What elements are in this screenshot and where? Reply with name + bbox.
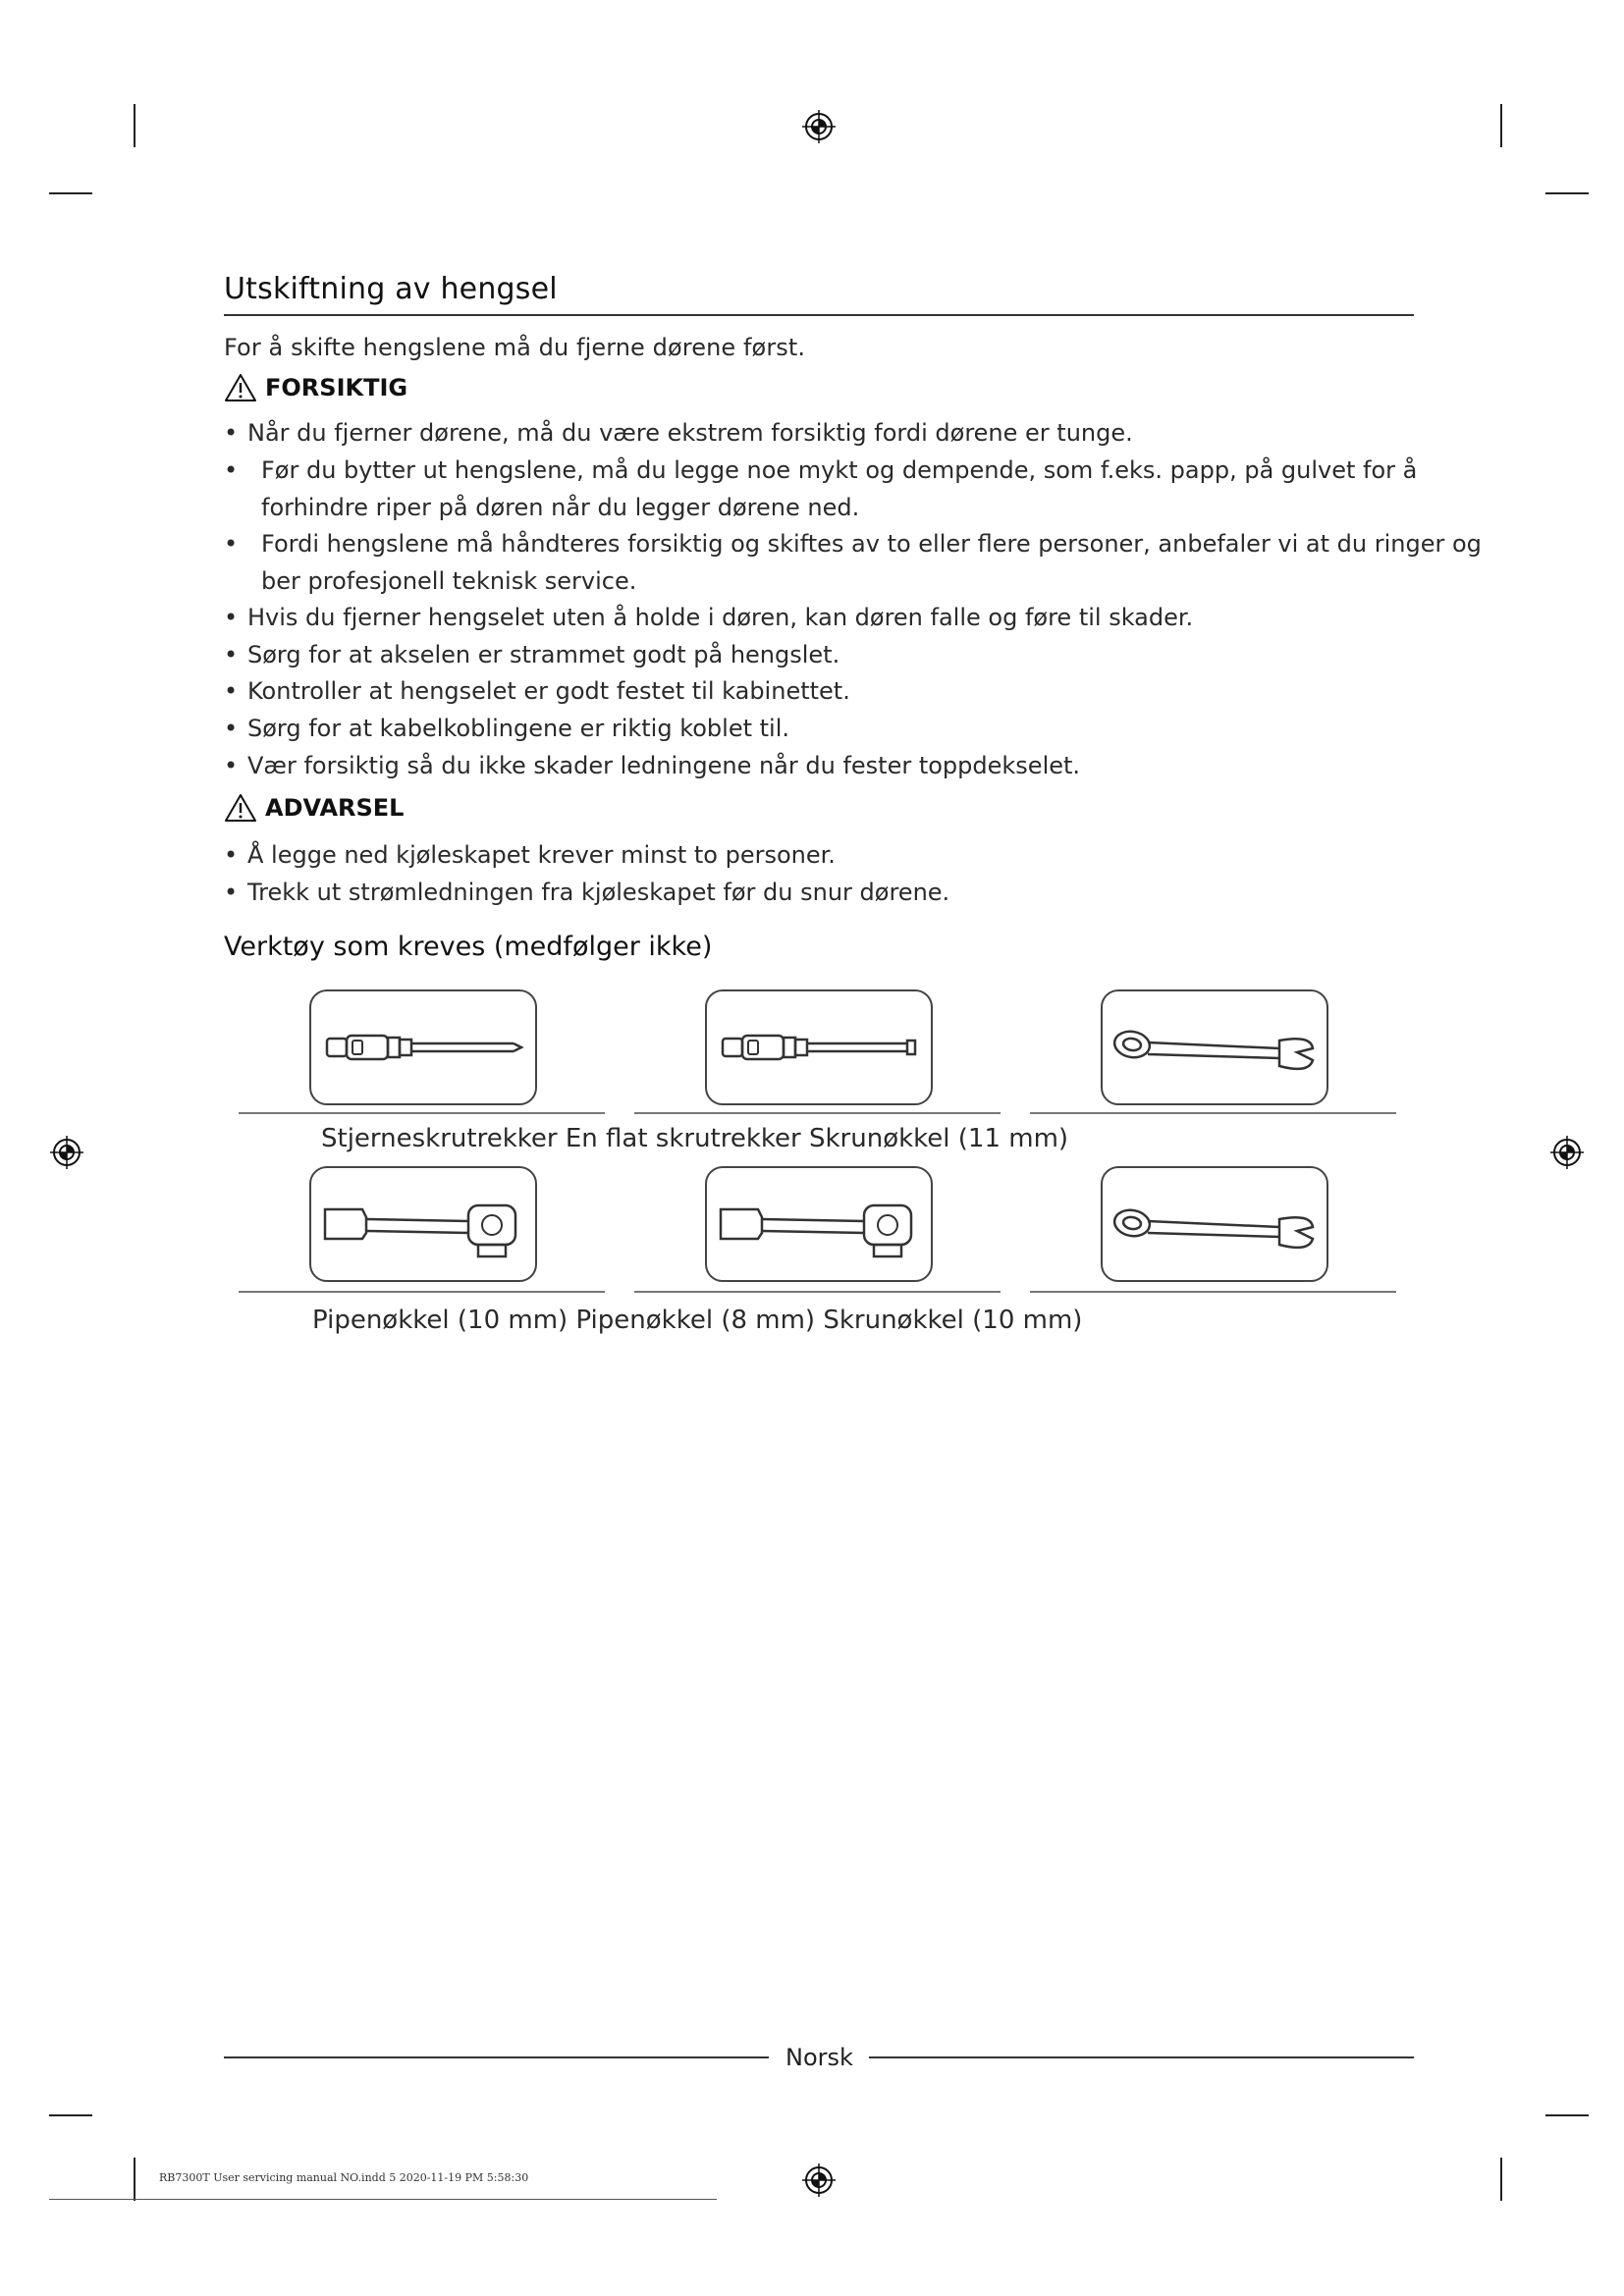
registration-mark-icon: [802, 110, 836, 143]
flat-screwdriver-icon: [705, 989, 933, 1105]
footer-language: Norsk: [785, 2044, 853, 2071]
title-rule: [224, 314, 1414, 316]
caution-label-text: FORSIKTIG: [265, 374, 408, 401]
combination-wrench-icon: [1101, 1166, 1328, 1282]
tool-divider: [1030, 1291, 1396, 1293]
crop-mark-bottom-right-h: [1545, 2114, 1589, 2116]
imprint-line: [49, 2199, 717, 2200]
crop-mark-bottom-left-v: [134, 2158, 135, 2201]
section-title: Utskiftning av hengsel: [224, 272, 558, 306]
tool-divider: [239, 1291, 605, 1293]
intro-text: For å skifte hengslene må du fjerne dørene først.: [224, 334, 806, 361]
caution-label: [224, 373, 407, 402]
crop-mark-top-left-v: [134, 104, 135, 147]
footer-rule-right: [869, 2056, 1414, 2058]
tool-divider: [634, 1291, 1001, 1293]
socket-wrench-icon: [705, 1166, 933, 1282]
tools-row2-caption: Pipenøkkel (10 mm) Pipenøkkel (8 mm) Skrunøkkel (10 mm): [312, 1306, 1083, 1335]
tool-divider: [239, 1112, 605, 1114]
crop-mark-top-right-h: [1545, 192, 1589, 194]
warning-triangle-icon: [224, 373, 257, 402]
phillips-screwdriver-icon: [309, 989, 537, 1105]
crop-mark-bottom-left-h: [49, 2114, 92, 2116]
crop-mark-bottom-right-v: [1500, 2158, 1502, 2201]
registration-mark-icon: [50, 1136, 83, 1169]
warning-triangle-icon: [224, 793, 257, 823]
registration-mark-icon: [802, 2163, 836, 2197]
combination-wrench-icon: [1101, 989, 1328, 1105]
crop-mark-top-left-h: [49, 192, 92, 194]
crop-mark-top-right-v: [1500, 104, 1502, 147]
tools-row1-caption: Stjerneskrutrekker En flat skrutrekker Skrunøkkel (11 mm): [321, 1124, 1069, 1153]
footer-rule-left: [224, 2056, 769, 2058]
file-imprint: RB7300T User servicing manual NO.indd 5 2020-11-19 PM 5:58:30: [159, 2171, 529, 2184]
warning-label: [224, 793, 404, 823]
tools-heading: Verktøy som kreves (medfølger ikke): [224, 932, 713, 962]
tool-divider: [634, 1112, 1001, 1114]
warning-label-text: ADVARSEL: [265, 794, 405, 822]
socket-wrench-icon: [309, 1166, 537, 1282]
tool-divider: [1030, 1112, 1396, 1114]
registration-mark-icon: [1550, 1136, 1584, 1169]
